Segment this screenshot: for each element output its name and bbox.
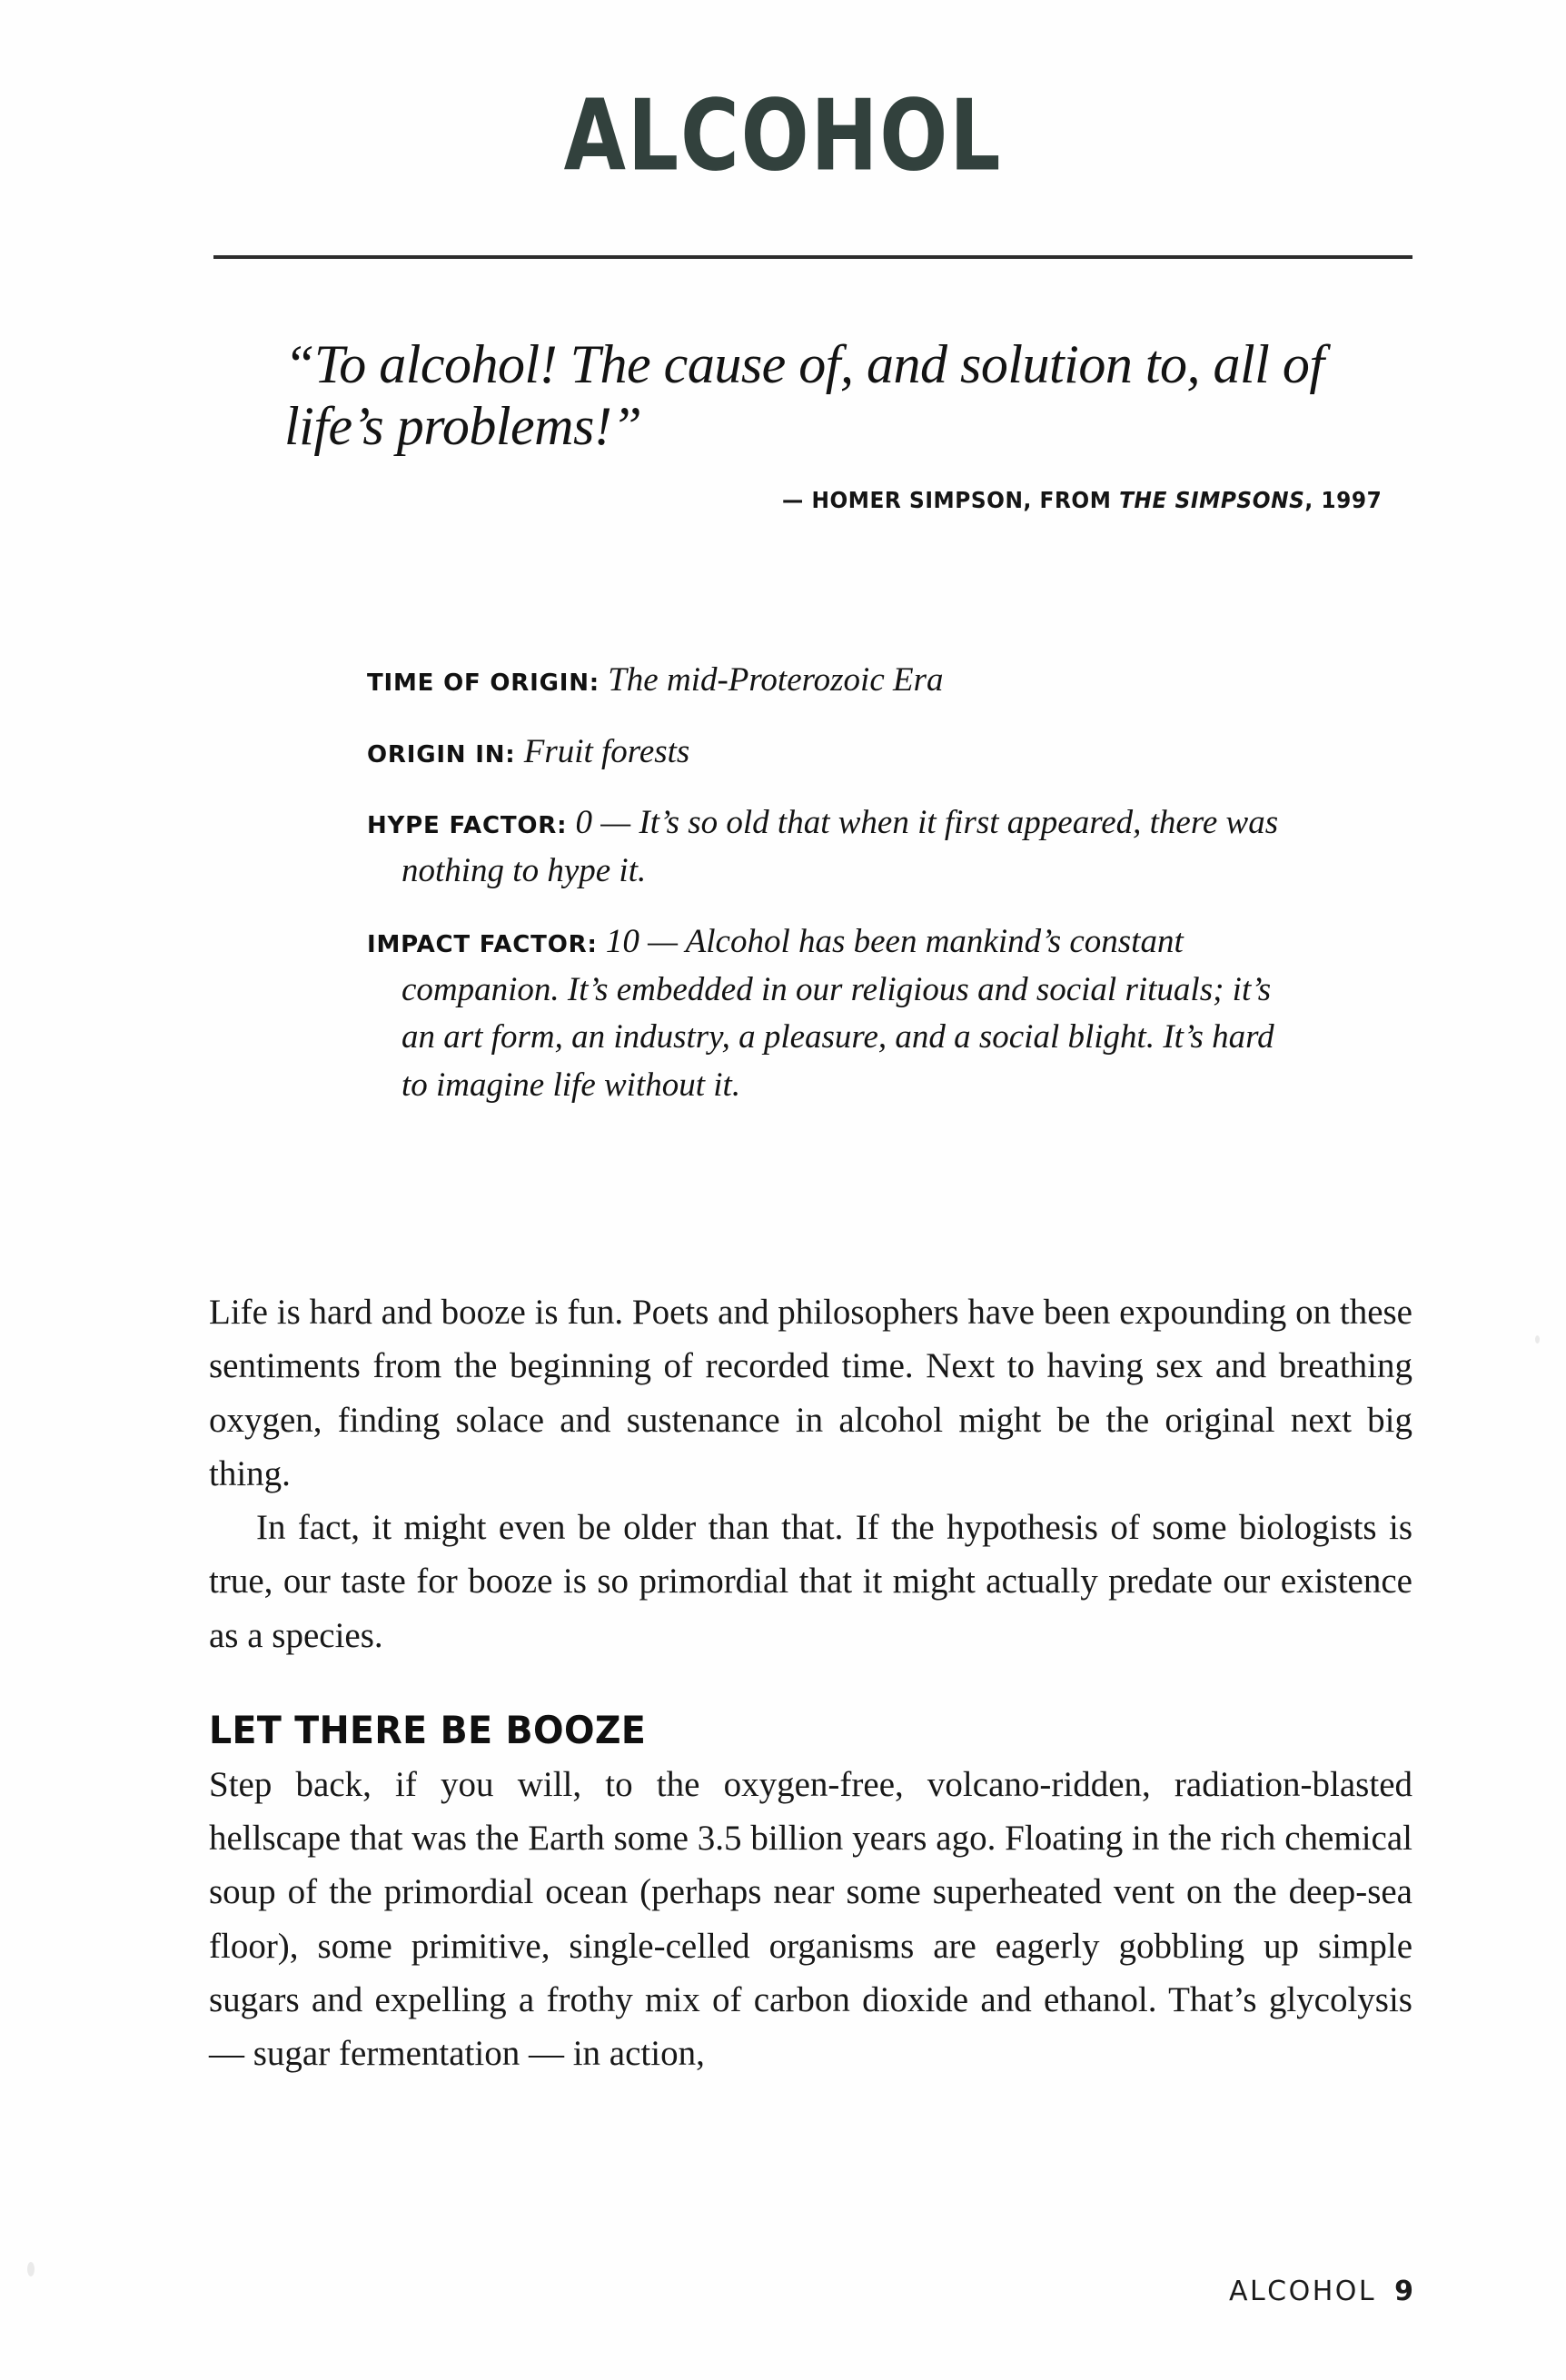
- quote-text: “To alcohol! The cause of, and solution to, all of life’s problems!”: [284, 334, 1324, 456]
- fact-list: [367, 657, 1284, 1109]
- pull-quote: [284, 334, 1411, 513]
- quote-attribution: [363, 487, 1411, 513]
- fact-value-impact-factor: 10 — Alcohol has been mankind’s constant companion. It’s embedded in our religious and social rituals; it’s an art form, an industry, a pleasure, and a social blight. It’s hard to imagine life without it.: [401, 923, 1274, 1104]
- fact-row: [367, 918, 1284, 1109]
- scan-speckle: [1535, 1335, 1540, 1344]
- attribution-work-title: THE SIMPSONS: [1119, 486, 1305, 513]
- fact-label-impact-factor: IMPACT FACTOR:: [367, 931, 598, 959]
- fact-row: [367, 657, 1284, 705]
- fact-label-time-of-origin: TIME OF ORIGIN:: [367, 669, 600, 697]
- section-paragraph: Step back, if you will, to the oxygen-free, volcano-ridden, radiation-blasted hellscape that was the Earth some 3.5 billion years ago. Floating in the rich chemical soup of the primordial ocean (perhaps near some superheated vent on the deep-sea floor), some primitive, single-celled organisms are eagerly gobbling up simple sugars and expelling a frothy mix of carbon dioxide and ethanol. That’s glycolysis — sugar fermentation — in action,: [209, 1764, 1412, 2074]
- body-copy: [209, 1285, 1412, 2080]
- fact-row: [367, 799, 1284, 895]
- section-heading: LET THERE BE BOOZE: [209, 1707, 647, 1752]
- attribution-prefix: — HOMER SIMPSON, FROM: [781, 486, 1120, 513]
- body-paragraph: In fact, it might even be older than that. If the hypothesis of some biologists is true, our taste for booze is so primordial that it might actually predate our existence as a species.: [209, 1508, 1412, 1655]
- fact-label-origin-in: ORIGIN IN:: [367, 740, 516, 769]
- scan-speckle: [27, 2262, 35, 2276]
- page-footer: [1229, 2276, 1413, 2307]
- page-title: ALCOHOL: [563, 79, 1003, 193]
- page-number: 9: [1394, 2276, 1413, 2307]
- running-head: ALCOHOL: [1228, 2276, 1377, 2307]
- fact-value-time-of-origin: The mid-Proterozoic Era: [608, 661, 944, 699]
- body-paragraph: Life is hard and booze is fun. Poets and philosophers have been expounding on these sentiments from the beginning of recorded time. Next to having sex and breathing oxygen, finding solace and sustenance in alcohol might be the original next big thing.: [209, 1293, 1412, 1493]
- fact-label-hype-factor: HYPE FACTOR:: [367, 812, 568, 840]
- fact-row: [367, 729, 1284, 777]
- fact-value-origin-in: Fruit forests: [523, 732, 690, 770]
- fact-value-hype-factor: 0 — It’s so old that when it first appeared, there was nothing to hype it.: [401, 804, 1279, 889]
- attribution-suffix: , 1997: [1304, 486, 1383, 513]
- title-divider: [213, 255, 1412, 259]
